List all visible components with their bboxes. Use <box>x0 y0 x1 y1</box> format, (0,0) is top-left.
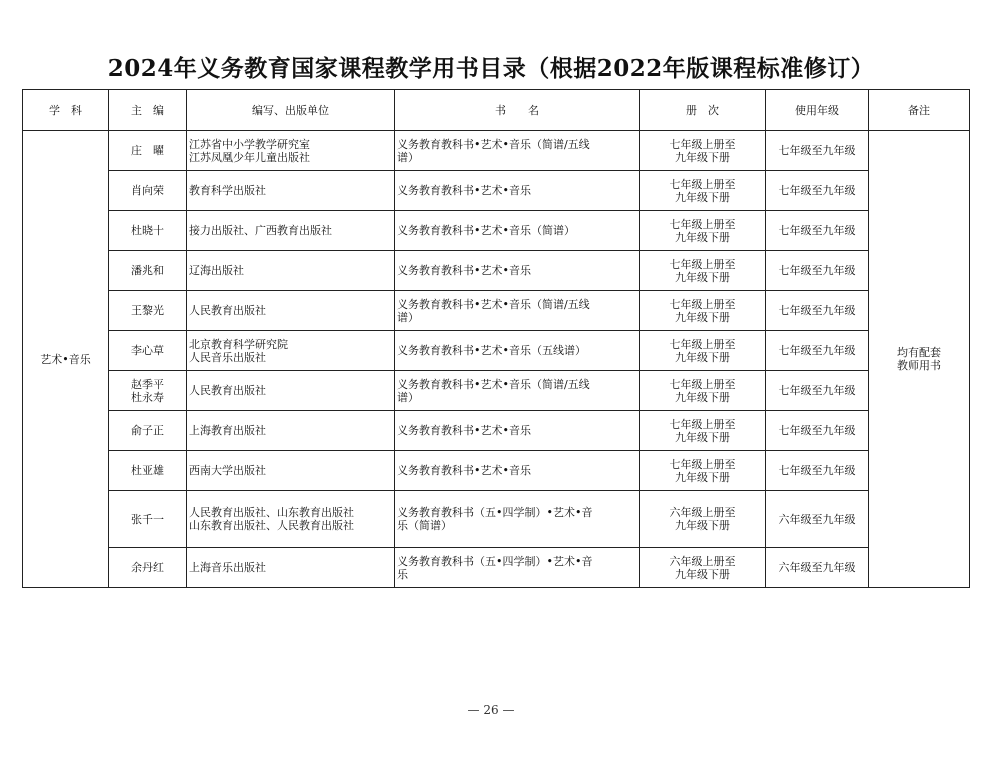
cell-line: 庄 曜 <box>131 144 164 157</box>
cell-line: 九年级下册 <box>675 350 730 364</box>
publisher-cell <box>187 131 395 171</box>
cell-line: 七年级上册至 <box>669 257 736 271</box>
grade-cell: 六年级至九年级 <box>766 491 869 548</box>
editor-cell <box>109 211 187 251</box>
cell-line: 义务教育教科书•艺术•音乐（简谱/五线 <box>397 377 590 391</box>
cell-line: 义务教育教科书•艺术•音乐 <box>397 424 531 437</box>
editor-cell <box>109 291 187 331</box>
book-cell <box>395 371 640 411</box>
publisher-cell <box>187 291 395 331</box>
publisher-cell <box>187 371 395 411</box>
cell-line: 义务教育教科书•艺术•音乐 <box>397 264 531 277</box>
cell-line: 上海音乐出版社 <box>189 561 266 574</box>
cell-line: 九年级下册 <box>675 310 730 324</box>
grade-cell: 七年级至九年级 <box>766 331 869 371</box>
cell-line: 义务教育教科书•艺术•音乐 <box>397 464 531 477</box>
cell-line: 七年级上册至 <box>669 177 736 191</box>
volumes-cell <box>640 411 766 451</box>
publisher-cell <box>187 331 395 371</box>
editor-cell <box>109 171 187 211</box>
editor-cell <box>109 548 187 588</box>
cell-line: 七年级上册至 <box>669 377 736 391</box>
cell-line: 谱） <box>397 310 419 324</box>
volumes-cell <box>640 211 766 251</box>
editor-cell <box>109 371 187 411</box>
cell-line: 义务教育教科书（五•四学制）•艺术•音 <box>397 554 593 568</box>
cell-line: 杜永寿 <box>131 390 164 404</box>
grade-cell: 七年级至九年级 <box>766 451 869 491</box>
cell-line: 人民教育出版社、山东教育出版社 <box>189 506 354 519</box>
editor-cell <box>109 251 187 291</box>
grade-cell: 七年级至九年级 <box>766 371 869 411</box>
table-row <box>23 411 970 451</box>
catalog-table <box>22 89 970 588</box>
cell-line: 王黎光 <box>131 304 164 317</box>
cell-line: 九年级下册 <box>675 430 730 444</box>
editor-cell <box>109 411 187 451</box>
cell-line: 七年级上册至 <box>669 417 736 431</box>
cell-line: 九年级下册 <box>675 567 730 581</box>
grade-cell: 七年级至九年级 <box>766 211 869 251</box>
cell-line: 人民教育出版社 <box>189 304 266 317</box>
table-row <box>23 131 970 171</box>
cell-line: 九年级下册 <box>675 519 730 532</box>
cell-line: 教育科学出版社 <box>189 184 266 197</box>
publisher-cell <box>187 251 395 291</box>
cell-line: 九年级下册 <box>675 270 730 284</box>
book-cell <box>395 131 640 171</box>
book-cell <box>395 171 640 211</box>
grade-cell: 七年级至九年级 <box>766 171 869 211</box>
volumes-cell <box>640 491 766 548</box>
header-row <box>23 90 970 131</box>
cell-line: 上海教育出版社 <box>189 424 266 437</box>
cell-line: 山东教育出版社、人民教育出版社 <box>189 519 354 532</box>
cell-line: 李心草 <box>131 344 164 357</box>
book-cell <box>395 211 640 251</box>
cell-line: 义务教育教科书•艺术•音乐（简谱/五线 <box>397 297 590 311</box>
publisher-cell <box>187 171 395 211</box>
cell-line: 江苏省中小学教学研究室 <box>189 137 310 151</box>
cell-line: 谱） <box>397 150 419 164</box>
cell-line: 人民音乐出版社 <box>189 350 266 364</box>
table-row <box>23 548 970 588</box>
table-row <box>23 451 970 491</box>
cell-line: 义务教育教科书•艺术•音乐 <box>397 184 531 197</box>
table-row <box>23 251 970 291</box>
cell-line: 九年级下册 <box>675 190 730 204</box>
cell-line: 杜晓十 <box>131 224 164 237</box>
cell-line: 九年级下册 <box>675 150 730 164</box>
cell-line: 九年级下册 <box>675 470 730 484</box>
volumes-cell <box>640 371 766 411</box>
header-grade: 使用年级 <box>766 90 869 131</box>
cell-line: 余丹红 <box>131 561 164 574</box>
grade-cell: 七年级至九年级 <box>766 131 869 171</box>
book-cell <box>395 411 640 451</box>
cell-line: 九年级下册 <box>675 230 730 244</box>
header-remark: 备注 <box>869 90 970 131</box>
cell-line: 赵季平 <box>131 377 164 391</box>
cell-line: 义务教育教科书•艺术•音乐（简谱） <box>397 224 575 237</box>
cell-line: 北京教育科学研究院 <box>189 337 288 351</box>
cell-line: 潘兆和 <box>131 264 164 277</box>
cell-line: 俞子正 <box>131 424 164 437</box>
remark-cell <box>869 131 970 588</box>
volumes-cell <box>640 171 766 211</box>
cell-line: 义务教育教科书•艺术•音乐（五线谱） <box>397 344 586 357</box>
cell-line: 人民教育出版社 <box>189 384 266 397</box>
table-body <box>23 131 970 588</box>
cell-line: 接力出版社、广西教育出版社 <box>189 224 332 237</box>
table-row <box>23 211 970 251</box>
table-row <box>23 291 970 331</box>
page-title: 2024年义务教育国家课程教学用书目录（根据2022年版课程标准修订） <box>107 55 875 82</box>
grade-cell: 七年级至九年级 <box>766 251 869 291</box>
book-cell <box>395 451 640 491</box>
cell-line: 七年级上册至 <box>669 457 736 471</box>
cell-line: 江苏凤凰少年儿童出版社 <box>189 150 310 164</box>
cell-line: 七年级上册至 <box>669 217 736 231</box>
header-subject: 学 科 <box>23 90 109 131</box>
cell-line: 西南大学出版社 <box>189 464 266 477</box>
publisher-cell <box>187 548 395 588</box>
cell-line: 六年级上册至 <box>669 506 736 519</box>
book-cell <box>395 491 640 548</box>
cell-line: 张千一 <box>131 512 164 526</box>
table-row <box>23 331 970 371</box>
header-publisher: 编写、出版单位 <box>187 90 395 131</box>
header-volumes: 册 次 <box>640 90 766 131</box>
header-book: 书 名 <box>395 90 640 131</box>
publisher-cell <box>187 451 395 491</box>
cell-line: 乐 <box>397 567 408 581</box>
book-cell <box>395 331 640 371</box>
cell-line: 肖向荣 <box>131 184 164 197</box>
cell-line: 教师用书 <box>897 359 941 372</box>
grade-cell: 七年级至九年级 <box>766 411 869 451</box>
cell-line: 七年级上册至 <box>669 297 736 311</box>
book-cell <box>395 548 640 588</box>
cell-line: 义务教育教科书•艺术•音乐（简谱/五线 <box>397 137 590 151</box>
subject-cell: 艺术•音乐 <box>23 131 109 588</box>
cell-line: 六年级上册至 <box>669 554 736 568</box>
editor-cell <box>109 331 187 371</box>
cell-line: 七年级上册至 <box>669 337 736 351</box>
table-row <box>23 371 970 411</box>
header-editor: 主 编 <box>109 90 187 131</box>
cell-line: 辽海出版社 <box>189 264 244 277</box>
volumes-cell <box>640 331 766 371</box>
cell-line: 谱） <box>397 390 419 404</box>
book-cell <box>395 251 640 291</box>
publisher-cell <box>187 211 395 251</box>
editor-cell <box>109 491 187 548</box>
volumes-cell <box>640 251 766 291</box>
editor-cell <box>109 451 187 491</box>
volumes-cell <box>640 131 766 171</box>
cell-line: 杜亚雄 <box>131 464 164 477</box>
cell-line: 义务教育教科书（五•四学制）•艺术•音 <box>397 506 593 519</box>
cell-line: 乐（简谱） <box>397 519 452 532</box>
editor-cell <box>109 131 187 171</box>
volumes-cell <box>640 451 766 491</box>
publisher-cell <box>187 411 395 451</box>
cell-line: 九年级下册 <box>675 390 730 404</box>
table-row <box>23 491 970 548</box>
cell-line: 七年级上册至 <box>669 137 736 151</box>
grade-cell: 七年级至九年级 <box>766 291 869 331</box>
page-number: — 26 — <box>467 703 515 717</box>
table-row <box>23 171 970 211</box>
grade-cell: 六年级至九年级 <box>766 548 869 588</box>
volumes-cell <box>640 291 766 331</box>
publisher-cell <box>187 491 395 548</box>
volumes-cell <box>640 548 766 588</box>
cell-line: 均有配套 <box>897 346 941 359</box>
book-cell <box>395 291 640 331</box>
